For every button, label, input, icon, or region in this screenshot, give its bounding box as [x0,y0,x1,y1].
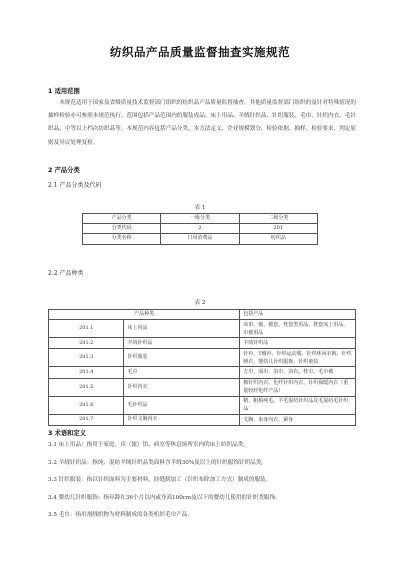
definition-item: 3.4 婴幼儿针织服饰：指年龄在36个月以内或身高100cm及以下的婴幼儿使用的针织类服饰。 [48,494,281,501]
table-cell: 文胸、束身内衣、紧身 [240,414,356,425]
document-title: 纺织品产品质量监督抽查实施规范 [110,45,290,59]
table-cell: 201.2 [49,338,124,349]
table-cell: 201.6 [49,396,124,414]
definition-item: 3.5 毛巾：指用割绒织物为材料制成的各类机织毛巾产品。 [48,512,193,518]
table-cell: 棉针织内衣、化纤针织内衣、针织保暖内衣（重量较轻化纤产品） [240,378,356,396]
section2-heading: 2 产品分类 [48,167,80,174]
table-cell: 精、粗梳纯毛、羊毛混纺针织品及毛混纺毛针织品 [240,396,356,414]
table-cell: 羊绒针织品 [124,338,240,349]
table-cell: 201.5 [49,378,124,396]
section3-heading: 3 术语和定义 [48,430,87,437]
table2-caption: 表 2 [194,300,206,306]
table1-caption: 表 1 [194,205,206,211]
table-row [49,367,356,378]
table-cell: 201.1 [49,320,124,338]
table-cell: 分类名称 [83,234,161,244]
table-cell: 针织文胸内衣 [124,414,240,425]
table-cell: 方巾、面巾、浴巾、浴衣、枕巾、毛巾被 [240,367,356,378]
definition-item: 3.2 羊绒针织品：指纯、混纺羊绒针织品类面料含羊绒30%及以上的针织服饰针织品类。 [48,459,267,466]
table-cell: 床上用品 [124,320,240,338]
section1-paragraph: 本规范适用于国家及省级质量技术监督部门组织的纺织品产品质量监督抽查，其他质量监督部门组织的及针对特殊情况的抽样检验亦可参照本规范执行。范围包括产品范围内的服装成品、床上用品、羊绒针织品、针织服装、毛巾、针织内衣、毛针织品、中等以上档次纺织品等。本规范内容包括产品分类、本方法定义、企业规模划分、检验依据、抽样、检验要求、判定原则及异议处理复检。 [48,100,356,146]
table-header-cell: 二级分类 [239,214,317,224]
table-row [49,338,356,349]
table-cell: 2 [161,224,239,234]
table-cell: 201.3 [49,349,124,367]
table-cell: 羊绒针织品 [240,338,356,349]
table-cell: 针织内衣 [124,378,240,396]
definition-item: 3.3 针织服装：指以针织面料为主要材料，经缝制加工（针织布除加工方式）制成的服装。 [48,477,272,483]
table-header-cell: 一级分类 [161,214,239,224]
table-header-row [49,310,356,320]
table-row [49,396,356,414]
table-cell: 日用消费品 [161,234,239,244]
section1-body [48,97,356,150]
product-classification-table [82,213,318,245]
table-header-cell: 产品种类 [49,310,240,320]
table-header-cell: 产品分类 [83,214,161,224]
table-cell: 201 [239,224,317,234]
section1-heading: 1 适用范围 [48,88,80,95]
table-cell: 床单、被、被套、枕套类用品、枕套床上用品、巾被用品 [240,320,356,338]
table-row [49,378,356,396]
table-cell: 针织服装 [124,349,240,367]
section2-1-heading: 2.1 产品分类及代码 [48,182,102,189]
table-cell: 201.4 [49,367,124,378]
table-cell: 分类代码 [83,224,161,234]
table-header-row [83,214,318,224]
table-row [49,320,356,338]
table-cell: 纺织品 [239,234,317,244]
table-cell: 针衫、T恤衫、针织运动服、针织休闲衣裤、针织睡衣、婴幼儿针织服饰、针织童装 [240,349,356,367]
table-row [49,349,356,367]
table-cell: 毛巾 [124,367,240,378]
product-types-table [48,309,356,426]
table-row [83,234,318,244]
table-cell: 201.7 [49,414,124,425]
table-row [83,224,318,234]
definitions-list [48,440,356,528]
table-cell: 毛针织品 [124,396,240,414]
section2-2-heading: 2.2 产品种类 [48,270,84,277]
table-header-cell: 包括产品 [240,310,356,320]
table-row [49,414,356,425]
definition-item: 3.1 床上用品：指用于家庭、宾（旅）馆、病室等休息场所室内的床上纺织品类。 [48,442,249,448]
